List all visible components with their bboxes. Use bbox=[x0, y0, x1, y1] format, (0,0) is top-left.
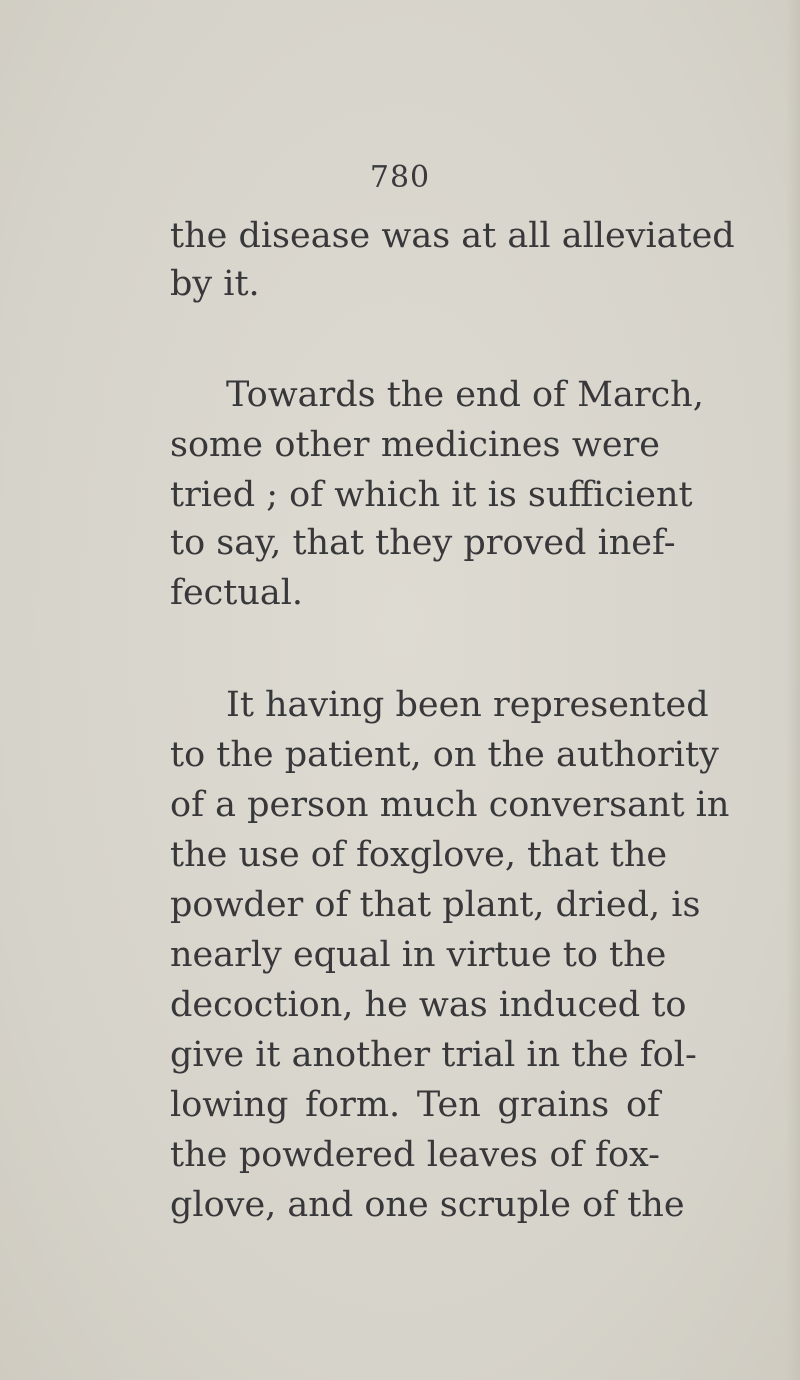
text-line: the disease was at all alleviated bbox=[170, 216, 735, 256]
text-line: powder of that plant, dried, is bbox=[170, 885, 701, 925]
text-line: the use of foxglove, that the bbox=[170, 835, 668, 875]
text-line: nearly equal in virtue to the bbox=[170, 935, 667, 975]
text-line: lowing form. Ten grains of bbox=[170, 1085, 660, 1125]
text-line: to say, that they proved inef- bbox=[170, 523, 676, 563]
page-number: 780 bbox=[369, 160, 431, 195]
text-line: It having been represented bbox=[226, 685, 709, 725]
text-line: fectual. bbox=[170, 573, 304, 613]
text-line: tried ; of which it is sufficient bbox=[170, 475, 693, 515]
text-line: glove, and one scruple of the bbox=[170, 1185, 685, 1225]
text-line: the powdered leaves of fox- bbox=[170, 1135, 660, 1175]
text-line: by it. bbox=[170, 264, 260, 304]
page-edge-shadow bbox=[786, 0, 800, 1380]
text-line: decoction, he was induced to bbox=[170, 985, 687, 1025]
text-line: Towards the end of March, bbox=[226, 375, 704, 415]
text-line: some other medicines were bbox=[170, 425, 660, 465]
text-line: to the patient, on the authority bbox=[170, 735, 719, 775]
text-line: of a person much conversant in bbox=[170, 785, 730, 825]
text-line: give it another trial in the fol- bbox=[170, 1035, 697, 1075]
